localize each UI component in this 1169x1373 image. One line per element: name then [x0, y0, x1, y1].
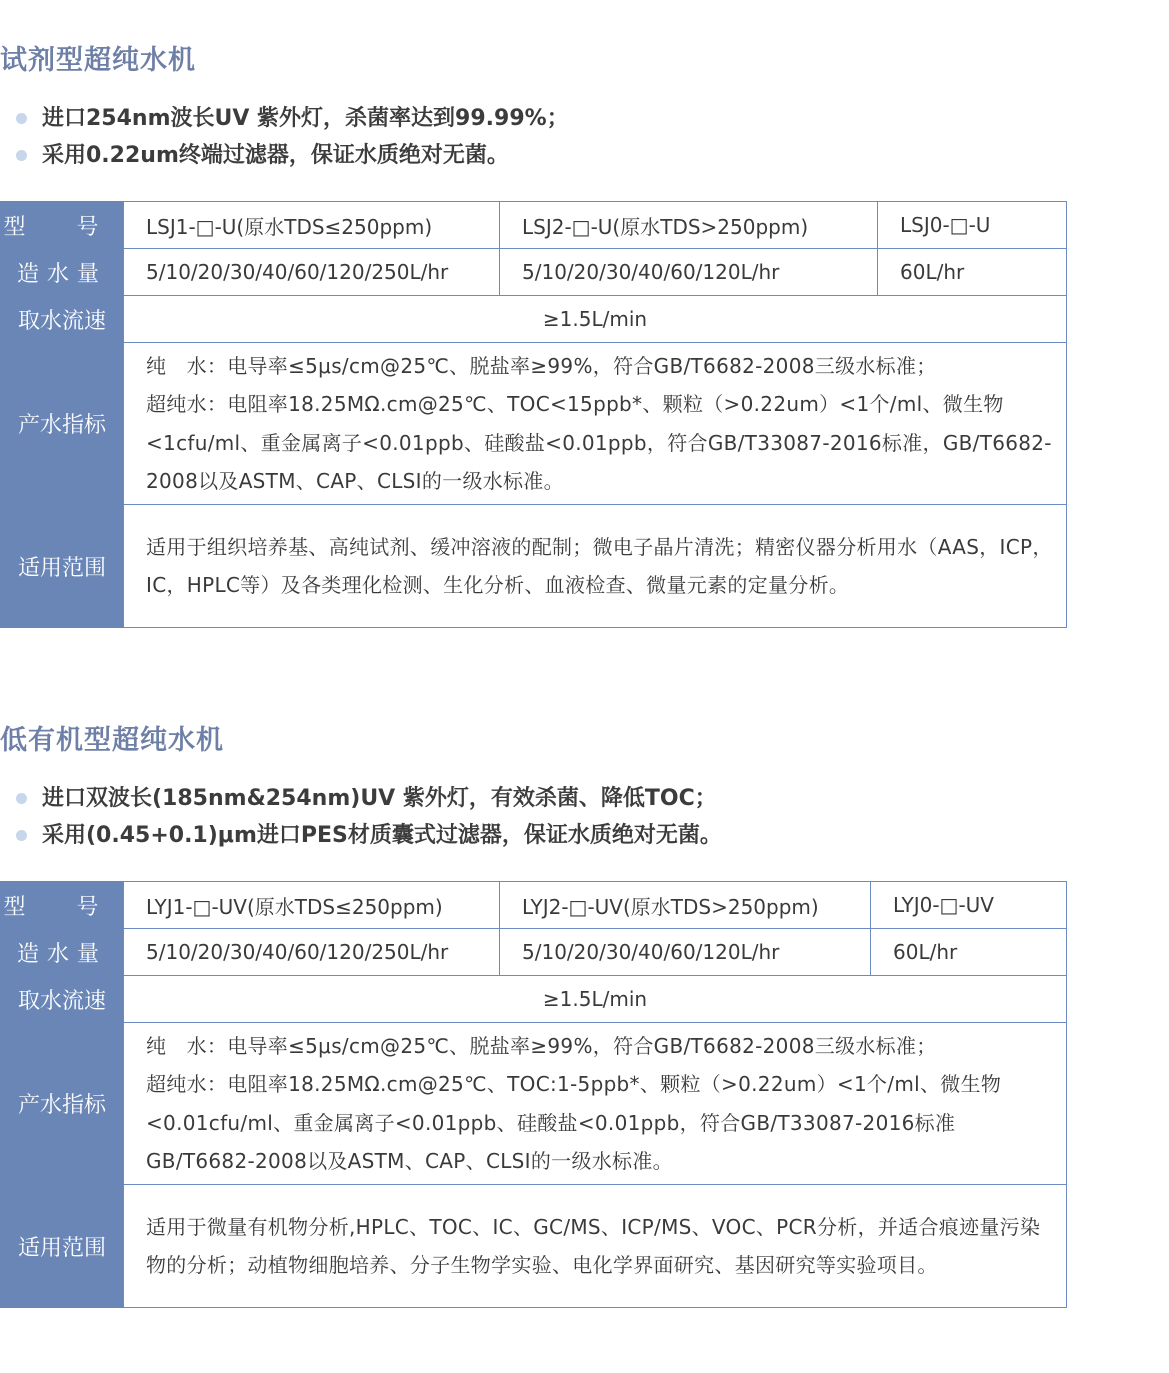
index-line-pure: 纯 水：电导率≤5μs/cm@25℃、脱盐率≥99%，符合GB/T6682-2008三级水标准；: [146, 353, 937, 378]
model-cell: LYJ1-□-UV(原水TDS≤250ppm): [124, 882, 500, 929]
feature-list: [16, 780, 722, 854]
feature-text: 进口双波长(185nm&254nm)UV 紫外灯，有效杀菌、降低TOC；: [42, 786, 717, 811]
output-cell: 5/10/20/30/40/60/120/250L/hr: [124, 249, 500, 296]
output-cell: 60L/hr: [878, 249, 1067, 296]
bullet-icon: [16, 150, 27, 161]
feature-item: [16, 137, 569, 174]
feature-list: [16, 100, 569, 174]
bullet-icon: [16, 793, 27, 804]
output-cell: 5/10/20/30/40/60/120L/hr: [500, 929, 871, 976]
feature-text: 采用0.22um终端过滤器，保证水质绝对无菌。: [42, 143, 509, 168]
model-cell: LSJ2-□-U(原水TDS>250ppm): [500, 202, 878, 249]
feature-text: 采用(0.45+0.1)μm进口PES材质囊式过滤器，保证水质绝对无菌。: [42, 823, 722, 848]
model-label: 型 号: [1, 882, 124, 929]
index-label: 产水指标: [1, 343, 124, 505]
scope-label: 适用范围: [1, 1185, 124, 1308]
feature-text: 进口254nm波长UV 紫外灯，杀菌率达到99.99%；: [42, 106, 569, 131]
model-label: 型 号: [1, 202, 124, 249]
model-cell: LYJ2-□-UV(原水TDS>250ppm): [500, 882, 871, 929]
output-label: 造水量: [1, 249, 124, 296]
section-title: 低有机型超纯水机: [0, 725, 224, 756]
model-cell: LSJ0-□-U: [878, 202, 1067, 249]
row-water-index: [1, 343, 1067, 505]
row-model: [1, 202, 1067, 249]
spec-table: [0, 881, 1067, 1308]
row-output: [1, 929, 1067, 976]
bullet-icon: [16, 830, 27, 841]
output-cell: 5/10/20/30/40/60/120L/hr: [500, 249, 878, 296]
row-scope: [1, 505, 1067, 628]
output-label: 造水量: [1, 929, 124, 976]
scope-text: 适用于组织培养基、高纯试剂、缓冲溶液的配制；微电子晶片清洗；精密仪器分析用水（AAS，ICP，IC，HPLC等）及各类理化检测、生化分析、血液检查、微量元素的定量分析。: [124, 505, 1067, 628]
flow-label: 取水流速: [1, 976, 124, 1023]
index-text: [124, 343, 1067, 505]
scope-text: 适用于微量有机物分析,HPLC、TOC、IC、GC/MS、ICP/MS、VOC、PCR分析，并适合痕迹量污染物的分析；动植物细胞培养、分子生物学实验、电化学界面研究、基因研究等实验项目。: [124, 1185, 1067, 1308]
scope-label: 适用范围: [1, 505, 124, 628]
row-flow: [1, 976, 1067, 1023]
flow-value: ≥1.5L/min: [124, 296, 1067, 343]
index-line-pure: 纯 水：电导率≤5μs/cm@25℃、脱盐率≥99%，符合GB/T6682-2008三级水标准；: [146, 1033, 937, 1058]
flow-value: ≥1.5L/min: [124, 976, 1067, 1023]
section-title: 试剂型超纯水机: [0, 45, 196, 76]
index-line-ultrapure: 超纯水：电阻率18.25MΩ.cm@25℃、TOC:1-5ppb*、颗粒（>0.22um）<1个/ml、微生物<0.01cfu/ml、重金属离子<0.01ppb、硅酸盐<0.01ppb，符合GB/T33087-2016标准GB/T6682-2008以及ASTM、CAP、CLSI的一级水标准。: [146, 1072, 1002, 1173]
row-water-index: [1, 1023, 1067, 1185]
spec-table: [0, 201, 1067, 628]
feature-item: [16, 100, 569, 137]
index-text: [124, 1023, 1067, 1185]
row-scope: [1, 1185, 1067, 1308]
model-cell: LSJ1-□-U(原水TDS≤250ppm): [124, 202, 500, 249]
bullet-icon: [16, 113, 27, 124]
feature-item: [16, 817, 722, 854]
row-flow: [1, 296, 1067, 343]
output-cell: 60L/hr: [871, 929, 1067, 976]
model-cell: LYJ0-□-UV: [871, 882, 1067, 929]
index-label: 产水指标: [1, 1023, 124, 1185]
row-output: [1, 249, 1067, 296]
output-cell: 5/10/20/30/40/60/120/250L/hr: [124, 929, 500, 976]
row-model: [1, 882, 1067, 929]
flow-label: 取水流速: [1, 296, 124, 343]
index-line-ultrapure: 超纯水：电阻率18.25MΩ.cm@25℃、TOC<15ppb*、颗粒（>0.22um）<1个/ml、微生物<1cfu/ml、重金属离子<0.01ppb、硅酸盐<0.01ppb，符合GB/T33087-2016标准，GB/T6682-2008以及ASTM、CAP、CLSI的一级水标准。: [146, 392, 1052, 493]
feature-item: [16, 780, 722, 817]
